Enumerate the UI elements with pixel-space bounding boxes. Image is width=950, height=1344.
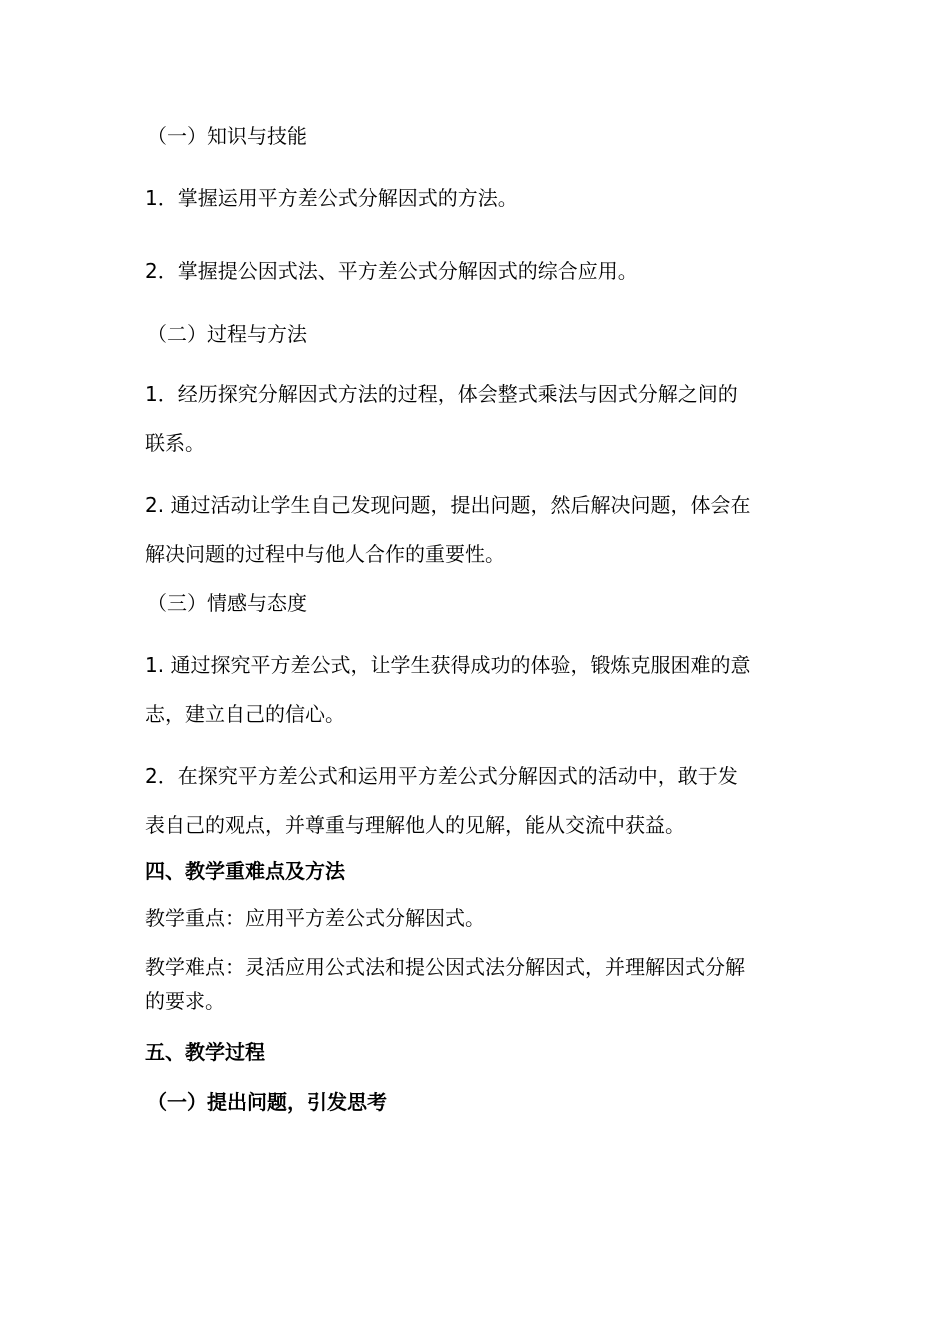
heading-raise-questions: （一）提出问题，引发思考: [147, 1090, 387, 1114]
heading-teaching-process: 五、教学过程: [145, 1040, 265, 1064]
heading-knowledge-skills: （一）知识与技能: [147, 124, 307, 148]
process-item-2-line-2: 解决问题的过程中与他人合作的重要性。: [145, 542, 505, 566]
process-item-1-line-2: 联系。: [145, 431, 205, 455]
teaching-difficulty-line-1: 教学难点：灵活应用公式法和提公因式法分解因式，并理解因式分解: [145, 955, 745, 979]
teaching-difficulty-line-2: 的要求。: [145, 989, 225, 1013]
process-item-2-line-1: 2. 通过活动让学生自己发现问题，提出问题，然后解决问题，体会在: [145, 493, 751, 517]
attitude-item-1-line-2: 志，建立自己的信心。: [145, 702, 345, 726]
knowledge-item-1: 1．掌握运用平方差公式分解因式的方法。: [145, 186, 518, 210]
knowledge-item-2: 2．掌握提公因式法、平方差公式分解因式的综合应用。: [145, 259, 638, 283]
heading-key-points: 四、教学重难点及方法: [145, 859, 345, 883]
process-item-1-line-1: 1．经历探究分解因式方法的过程，体会整式乘法与因式分解之间的: [145, 382, 738, 406]
heading-emotion-attitude: （三）情感与态度: [147, 591, 307, 615]
heading-process-methods: （二）过程与方法: [147, 322, 307, 346]
attitude-item-1-line-1: 1. 通过探究平方差公式，让学生获得成功的体验，锻炼克服困难的意: [145, 653, 751, 677]
attitude-item-2-line-1: 2．在探究平方差公式和运用平方差公式分解因式的活动中，敢于发: [145, 764, 738, 788]
teaching-focus: 教学重点：应用平方差公式分解因式。: [145, 906, 485, 930]
attitude-item-2-line-2: 表自己的观点，并尊重与理解他人的见解，能从交流中获益。: [145, 813, 685, 837]
